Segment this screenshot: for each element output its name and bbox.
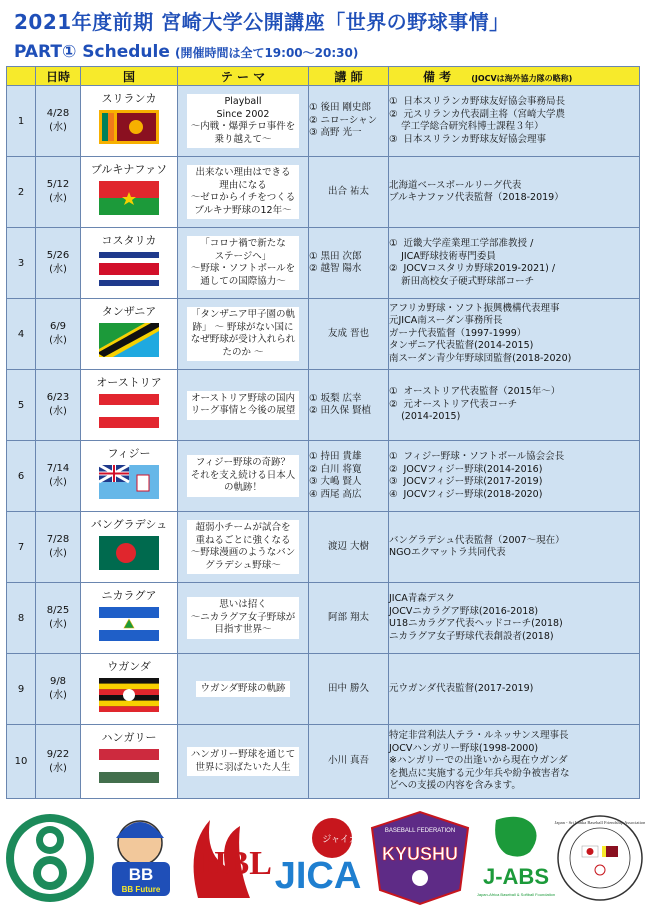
lecturer-cell [309,228,389,299]
lecturer-line: ③ 高野 光一 [309,127,362,139]
lecturer-line: ① 後田 剛史郎 [309,102,372,114]
lecturer-cell [309,654,389,725]
remarks-cell [389,370,640,441]
theme-line: ～ニカラグア女子野球が [190,611,296,623]
theme-line: 目指す世界～ [214,624,272,636]
bb-future-logo [112,821,170,896]
row-number: 8 [7,583,36,654]
session-date [36,512,81,583]
country-flag-icon [81,323,177,357]
remarks-cell [389,654,640,725]
theme-line: ステージへ」 [214,250,272,262]
weekday-text: (水) [49,193,67,204]
weekday-text: (水) [49,690,67,701]
table-row [7,299,640,370]
theme-line: ～内戦・爆弾テロ事件を [190,121,296,132]
remark-line: ② 元オーストリア代表コーチ [389,398,518,410]
col-theme: テ ー マ [178,67,309,86]
theme-cell [178,583,309,654]
remark-line: ① フィジー野球・ソフトボール協会会長 [389,451,565,462]
lecturer-line: ② 越智 陽水 [309,263,362,274]
date-text: 4/28 [46,108,70,119]
university-emblem-icon [6,814,94,902]
row-number: 1 [7,86,36,157]
theme-box [187,94,300,148]
sponsor-logos [0,808,645,908]
weekday-text: (水) [49,122,67,133]
country-cell [81,228,178,299]
kyushu-text: KYUSHU [381,844,459,864]
hbl-logo [194,820,272,898]
country-flag-icon [81,394,177,428]
kyushu-logo [372,812,468,904]
col-remarks-label: 備 考 [423,69,452,84]
theme-line: 超弱小チームが試合を [195,522,291,533]
theme-line: の軌跡！ [223,482,262,494]
remarks-cell [389,228,640,299]
date-text: 5/12 [46,179,70,190]
subtitle-main: PART① Schedule [14,42,170,62]
svg-text:BB: BB [128,865,154,884]
remark-line: ガーナ代表監督（1997-1999） [389,327,527,339]
remark-line: バングラデシュ代表監督（2007～現在） [389,534,565,546]
country-name: バングラデシュ [90,518,168,531]
jabs-sub-text: Japan-Africa Baseball & Softball Foundation [476,892,556,897]
lecturer-line: ④ 西尾 高広 [309,488,362,500]
kyushu-top-text: BASEBALL FEDERATION [384,828,456,834]
theme-cell [178,157,309,228]
weekday-text: (水) [49,548,67,559]
page-title: 2021年度前期 宮崎大学公開講座「世界の野球事情」 [14,10,510,34]
theme-line: ～野球・ソフトボールを [190,263,296,274]
table-header-row [7,67,640,86]
remark-line: 特定非営利法人テラ・ルネッサンス理事長 [389,730,569,742]
table-row [7,512,640,583]
theme-line: 思いは招く [219,599,267,611]
remark-line: ① オーストリア代表監督（2015年～） [389,386,561,398]
lecturer-line: ① 持田 貴雄 [309,451,362,462]
country-flag-icon [81,465,177,499]
row-number: 3 [7,228,36,299]
lecturer-line: ③ 大嶋 賢人 [309,476,362,487]
country-flag-icon [81,678,177,712]
lecturer-line: 田中 勝久 [327,682,370,694]
country-name: オーストリア [96,376,162,389]
country-flag-icon [81,536,177,570]
weekday-text: (水) [49,264,67,275]
theme-cell [178,441,309,512]
country-cell [81,86,178,157]
session-date [36,228,81,299]
theme-box [187,747,300,776]
lecturer-line: ② 田久保 賢植 [309,405,372,416]
table-row [7,725,640,799]
date-text: 6/9 [49,321,67,332]
remark-line: 新田高校女子硬式野球部コーチ [389,275,535,287]
theme-line: フィジー野球の奇跡？ [195,457,291,469]
jica-kana: ジャイカ [322,835,358,845]
lecturer-line: 阿部 翔太 [327,611,370,623]
remark-line: JICA青森デスク [389,593,455,604]
weekday-text: (水) [49,477,67,488]
lecturer-line: ① 坂梨 広幸 [309,392,362,404]
session-date [36,299,81,370]
theme-cell [178,512,309,583]
remark-line: ① 日本スリランカ野球友好協会事務局長 [389,96,566,107]
col-remarks-note: (JOCVは海外協力隊の略称) [471,73,573,83]
session-date [36,157,81,228]
remark-line: NGOエクマットラ共同代表 [389,547,506,558]
remark-line: ① 近畿大学産業理工学部准教授 / [389,238,534,249]
date-text: 6/23 [46,392,70,403]
date-text: 9/22 [46,748,70,760]
remark-line: 北海道ベースボールリーグ代表 [389,179,522,191]
theme-line: ～野球漫画のようなバン [190,547,296,558]
lecturer-line: 小川 真吾 [327,755,370,767]
lecturer-cell [309,583,389,654]
row-number: 10 [7,725,36,799]
theme-line: ～ゼロからイチをつくる [190,192,296,203]
subtitle-note: (開催時間は全て19:00～20:30) [174,46,359,60]
country-flag-icon [81,252,177,286]
jica-logo [275,818,362,897]
theme-line: ハンガリー野球を通じて [190,749,296,760]
theme-box [187,307,300,361]
theme-box [187,597,300,639]
country-name: スリランカ [101,92,157,105]
remark-line: (2014-2015) [389,411,461,423]
country-cell [81,654,178,725]
remark-line: ニカラグア女子野球代表創設者(2018) [389,630,554,642]
session-date [36,441,81,512]
theme-line: ウガンダ野球の軌跡 [200,682,286,694]
theme-cell [178,86,309,157]
jabs-text: J-ABS [482,864,550,889]
row-number: 2 [7,157,36,228]
theme-line: たのか ～ [222,346,264,358]
theme-line: 「タンザニア甲子園の軌 [190,309,296,320]
remark-line: どへの支援の内容を含みます。 [389,780,521,792]
session-date [36,86,81,157]
theme-line: 出来ない理由はできる [195,167,291,178]
theme-line: Playball [224,96,262,107]
theme-box [196,681,289,698]
country-name: ウガンダ [107,660,151,673]
theme-line: 重ねるごとに強くなる [195,534,291,546]
date-text: 9/8 [49,676,67,687]
remark-line: U18ニカラグア代表ヘッドコーチ(2018) [389,618,563,629]
hbl-text: HBL [200,845,272,882]
country-cell [81,441,178,512]
weekday-text: (水) [49,335,67,346]
session-date [36,370,81,441]
lecturer-line: 出合 祐太 [327,185,370,197]
page-subtitle [14,42,358,62]
country-cell [81,583,178,654]
table-row [7,441,640,512]
col-lecturer: 講 師 [309,67,389,86]
remark-line: ③ 日本スリランカ野球友好協会理事 [389,133,547,145]
remarks-cell [389,86,640,157]
row-number: 5 [7,370,36,441]
remark-line: ② JOCVコスタリカ野球2019-2021) / [389,263,556,274]
remark-line: JOCVニカラグア野球(2016-2018) [389,605,539,617]
country-flag-icon [81,181,177,215]
row-number: 9 [7,654,36,725]
lecturer-cell [309,370,389,441]
lecturer-cell [309,725,389,799]
theme-cell [178,725,309,799]
remark-line: ※ハンガリーでの出逢いから現在ウガンダ [389,755,568,767]
country-flag-icon [81,749,177,783]
lecturer-line: 友成 晋也 [327,327,370,339]
theme-line: なぜ野球が受け入れられ [190,334,296,345]
col-date: 日時 [36,67,81,86]
lecturer-line: ② ニローシャン [309,114,378,126]
table-row [7,157,640,228]
theme-box [187,165,300,219]
remark-line: ④ JOCVフィジー野球(2018-2020) [389,488,543,500]
theme-box [187,236,299,290]
theme-line: Since 2002 [216,108,270,120]
theme-line: 跡」 ～ 野球がない国に [192,321,294,333]
weekday-text: (水) [49,762,67,774]
lecturer-line: ② 白川 将寛 [309,463,362,475]
country-flag-icon [81,607,177,641]
theme-box [187,455,300,497]
remark-line: ② 元スリランカ代表副主将（宮崎大学農 [389,108,566,120]
lecturer-cell [309,86,389,157]
session-date [36,654,81,725]
theme-line: 乗り越えて～ [214,133,272,145]
table-row [7,86,640,157]
theme-line: グラデシュ野球～ [205,559,281,571]
theme-cell [178,370,309,441]
session-date [36,583,81,654]
row-number: 7 [7,512,36,583]
date-text: 5/26 [46,250,70,261]
row-number: 6 [7,441,36,512]
remarks-cell [389,512,640,583]
remarks-cell [389,299,640,370]
schedule-table [6,66,640,799]
weekday-text: (水) [49,406,67,417]
table-row [7,583,640,654]
remark-line: 元ウガンダ代表監督(2017-2019) [389,682,534,694]
country-cell [81,157,178,228]
remark-line: ③ JOCVフィジー野球(2017-2019) [389,476,543,487]
date-text: 7/28 [46,534,70,545]
theme-line: 世界に羽ばたいた人生 [195,761,291,773]
country-name: ハンガリー [101,731,157,744]
remark-line: JICA野球技術専門委員 [389,250,496,262]
remarks-cell [389,441,640,512]
srilanka-ring-text: Japan - Sri Lanka Baseball Friendship Association [554,820,645,825]
j-abs-logo [477,817,555,897]
remarks-cell [389,725,640,799]
lecturer-line: 渡辺 大樹 [327,540,370,552]
remark-line: 元JICA南スーダン事務所長 [389,315,503,327]
remarks-cell [389,157,640,228]
lecturer-line: ① 黒田 次郎 [309,250,362,262]
country-cell [81,725,178,799]
theme-cell [178,654,309,725]
date-text: 8/25 [46,605,70,616]
remark-line: を拠点に実施する元少年兵や紛争被害者な [389,767,570,779]
theme-line: ブルキナ野球の12年～ [194,204,292,216]
theme-box [187,391,300,420]
bb-future-text: BB Future [121,885,161,894]
lecturer-cell [309,441,389,512]
theme-line: 通しての国際協力～ [200,275,286,287]
remark-line: 南スーダン青少年野球団監督(2018-2020) [389,352,572,364]
remark-line: ② JOCVフィジー野球(2014-2016) [389,463,543,475]
country-cell [81,370,178,441]
country-name: ブルキナファソ [90,163,168,176]
theme-line: リーグ事情と今後の展望 [190,405,296,416]
country-name: ニカラグア [101,589,157,602]
col-country: 国 [81,67,178,86]
country-name: コスタリカ [101,234,157,247]
country-cell [81,512,178,583]
lecturer-cell [309,299,389,370]
date-text: 7/14 [46,463,70,474]
theme-line: 「コロナ禍で新たな [200,238,286,249]
theme-cell [178,228,309,299]
lecturer-cell [309,157,389,228]
country-name: タンザニア [101,305,157,318]
country-flag-icon [81,110,177,144]
country-name: フィジー [107,447,151,460]
jica-text: JICA [274,855,362,897]
theme-line: 理由になる [219,179,267,191]
col-no [7,67,36,86]
table-row [7,370,640,441]
theme-line: オーストリア野球の国内 [190,392,295,404]
remark-line: ブルキナファソ代表監督（2018-2019） [389,192,564,203]
country-cell [81,299,178,370]
row-number: 4 [7,299,36,370]
theme-cell [178,299,309,370]
theme-line: それを支え続ける日本人 [190,469,296,481]
weekday-text: (水) [49,619,67,630]
remarks-cell [389,583,640,654]
remark-line: JOCVハンガリー野球(1998-2000) [389,742,539,754]
japan-srilanka-friendship-logo [555,816,645,900]
theme-box [187,520,300,574]
remark-line: 学工学総合研究科博士課程３年） [389,121,544,132]
col-remarks [389,67,640,86]
session-date [36,725,81,799]
table-row [7,228,640,299]
remark-line: アフリカ野球・ソフト振興機構代表理事 [389,302,560,314]
lecturer-cell [309,512,389,583]
table-row [7,654,640,725]
remark-line: タンザニア代表監督(2014-2015) [389,340,534,352]
